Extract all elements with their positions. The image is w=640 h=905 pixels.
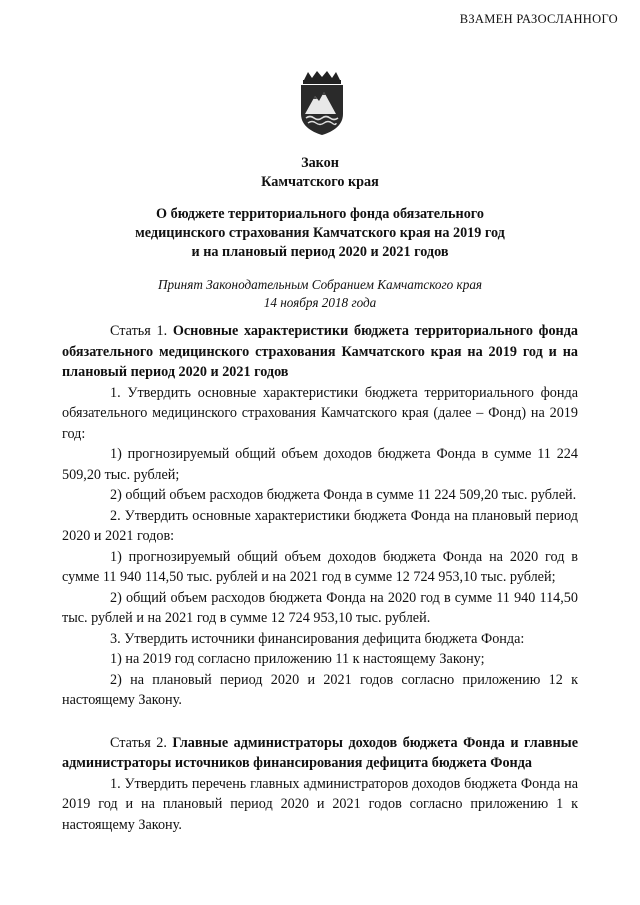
paragraph: 2) на плановый период 2020 и 2021 годов согласно приложению 12 к настоящему Закону.	[62, 671, 578, 708]
adoption-note	[60, 276, 580, 312]
adoption-date: 14 ноября 2018 года	[263, 295, 377, 310]
paragraph: 2) общий объем расходов бюджета Фонда в сумме 11 224 509,20 тыс. рублей.	[110, 487, 577, 503]
stamp-text: ВЗАМЕН РАЗОСЛАННОГО	[459, 12, 618, 26]
paragraph: 2. Утвердить основные характеристики бюджета Фонда на плановый период 2020 и 2021 годов:	[62, 507, 578, 544]
law-region: Камчатского края	[261, 174, 379, 190]
paragraph: 3. Утвердить источники финансирования дефицита бюджета Фонда:	[110, 630, 525, 647]
paragraph: 1. Утвердить основные характеристики бюджета территориального фонда обязательного медицинского страхования Камчатского края (далее – Фонд) на 2019 год:	[62, 384, 578, 442]
article-label: Статья 1.	[110, 323, 168, 339]
law-type: Закон	[301, 155, 339, 171]
paragraph: 1) прогнозируемый общий объем доходов бюджета Фонда в сумме 11 224 509,20 тыс. рублей;	[62, 446, 578, 483]
article-title: Основные характеристики бюджета территориального фонда обязательного медицинского страхования Камчатского края на 2019 год и на плановый период 2020 и 2021 годов	[62, 323, 578, 380]
kamchatka-coat-of-arms-icon	[296, 70, 348, 136]
section-spacer	[62, 711, 578, 733]
article-2-heading	[62, 733, 578, 774]
subject-line: и на плановый период 2020 и 2021 годов	[191, 244, 449, 260]
subject-line: медицинского страхования Камчатского края на 2019 год	[135, 225, 505, 241]
article-1-heading	[62, 321, 578, 383]
document-body	[62, 321, 578, 835]
paragraph: 1) прогнозируемый общий объем доходов бюджета Фонда на 2020 год в сумме 11 940 114,50 тыс. рублей и на 2021 год в сумме 12 724 953,10 тыс. рублей;	[62, 548, 578, 585]
article-title: Главные администраторы доходов бюджета Фонда и главные администраторы источников финансирования дефицита бюджета Фонда	[62, 734, 578, 771]
paragraph: 2) общий объем расходов бюджета Фонда на 2020 год в сумме 11 940 114,50 тыс. рублей и на 2021 год в сумме 12 724 953,10 тыс. рублей.	[62, 589, 578, 626]
subject-line: О бюджете территориального фонда обязательного	[156, 206, 484, 222]
article-label: Статья 2.	[110, 734, 167, 751]
adoption-body: Принят Законодательным Собранием Камчатского края	[157, 277, 483, 292]
paragraph: 1) на 2019 год согласно приложению 11 к настоящему Закону;	[110, 651, 485, 667]
paragraph: 1. Утвердить перечень главных администраторов доходов бюджета Фонда на 2019 год и на плановый период 2020 и 2021 годов согласно приложению 1 к настоящему Закону.	[62, 775, 578, 833]
law-title	[60, 154, 580, 192]
law-subject	[60, 205, 580, 262]
